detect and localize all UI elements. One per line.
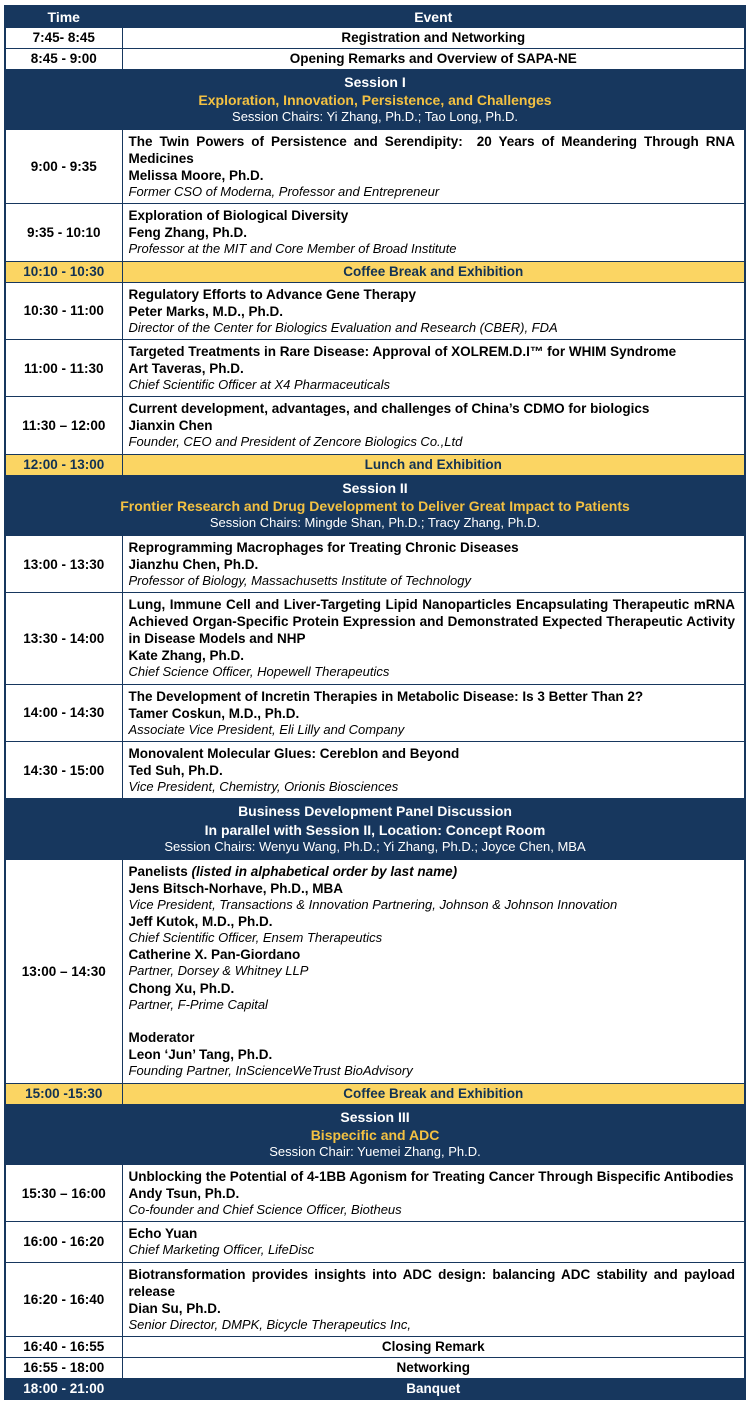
speaker-name: Ted Suh, Ph.D. <box>128 763 223 779</box>
row-simple-24 <box>5 1357 745 1378</box>
speaker-affiliation: Founding Partner, InScienceWeTrust BioAdvisory <box>128 1063 413 1079</box>
session-header-line: Bispecific and ADC <box>310 1126 440 1143</box>
talk-title: The Twin Powers of Persistence and Serendipity: 20 Years of Meandering Through RNA Medicines <box>128 133 739 166</box>
section-header-cell <box>5 69 745 129</box>
session-header-line: Session III <box>340 1108 410 1125</box>
time-cell: 10:30 - 11:00 <box>5 282 122 339</box>
event-cell <box>122 684 745 741</box>
row-talk-5 <box>5 204 745 261</box>
speaker-name: Kate Zhang, Ph.D. <box>128 648 245 664</box>
row-section-16 <box>5 799 745 859</box>
row-simple-23 <box>5 1336 745 1357</box>
row-section-19 <box>5 1104 745 1164</box>
section-header-cell <box>5 1104 745 1164</box>
speaker-name: Peter Marks, M.D., Ph.D. <box>128 303 284 319</box>
time-cell: 11:30 – 12:00 <box>5 397 122 454</box>
row-section-3 <box>5 69 745 129</box>
row-banquet-25 <box>5 1378 745 1399</box>
time-cell: 13:30 - 14:00 <box>5 593 122 684</box>
time-cell: 9:35 - 10:10 <box>5 204 122 261</box>
speaker-affiliation: Partner, Dorsey & Whitney LLP <box>128 963 309 979</box>
time-cell: 15:00 -15:30 <box>5 1083 122 1104</box>
session-header-line: Business Development Panel Discussion <box>238 803 512 820</box>
session-header-line: In parallel with Session II, Location: Concept Room <box>204 821 546 838</box>
event-cell: Registration and Networking <box>122 27 745 48</box>
speaker-name: Chong Xu, Ph.D. <box>128 980 235 996</box>
speaker-name: Jianxin Chen <box>128 418 213 434</box>
speaker-affiliation: Chief Marketing Officer, LifeDisc <box>128 1242 315 1258</box>
speaker-affiliation: Former CSO of Moderna, Professor and Entrepreneur <box>128 183 440 199</box>
time-cell: 8:45 - 9:00 <box>5 48 122 69</box>
schedule-body <box>5 6 745 1399</box>
event-cell: Closing Remark <box>122 1336 745 1357</box>
talk-title: Unblocking the Potential of 4-1BB Agonism for Treating Cancer Through Bispecific Antibodies <box>128 1168 734 1184</box>
speaker-affiliation: Professor at the MIT and Core Member of Broad Institute <box>128 241 457 257</box>
speaker-affiliation: Vice President, Transactions & Innovation Partnering, Johnson & Johnson Innovation <box>128 896 618 912</box>
talk-title: Exploration of Biological Diversity <box>128 208 349 224</box>
row-talk-21 <box>5 1222 745 1262</box>
session-header-line: Frontier Research and Drug Development to Deliver Great Impact to Patients <box>120 497 630 514</box>
panelists-heading <box>129 863 736 880</box>
session-header-line: Session I <box>344 73 406 90</box>
speaker-affiliation: Senior Director, DMPK, Bicycle Therapeutics Inc, <box>128 1316 411 1332</box>
row-talk-22 <box>5 1262 745 1336</box>
row-talk-20 <box>5 1164 745 1221</box>
speaker-affiliation: Co-founder and Chief Science Officer, Biotheus <box>128 1201 402 1217</box>
talk-title: Biotransformation provides insights into ADC design: balancing ADC stability and payload release <box>128 1266 739 1299</box>
speaker-affiliation: Founder, CEO and President of Zencore Biologics Co.,Ltd <box>128 434 463 450</box>
talk-title: Regulatory Efforts to Advance Gene Therapy <box>128 286 417 302</box>
speaker-name: Catherine X. Pan-Giordano <box>128 947 301 963</box>
row-talk-13 <box>5 593 745 684</box>
talk-title: Monovalent Molecular Glues: Cereblon and Beyond <box>128 746 460 762</box>
row-simple-1 <box>5 27 745 48</box>
event-cell <box>122 1262 745 1336</box>
event-cell <box>122 1222 745 1262</box>
speaker-name: Jens Bitsch-Norhave, Ph.D., MBA <box>128 880 344 896</box>
event-cell: Coffee Break and Exhibition <box>122 261 745 282</box>
time-cell: 18:00 - 21:00 <box>5 1378 122 1399</box>
time-cell: 14:00 - 14:30 <box>5 684 122 741</box>
time-cell: 13:00 – 14:30 <box>5 859 122 1083</box>
row-talk-15 <box>5 742 745 799</box>
event-cell: Coffee Break and Exhibition <box>122 1083 745 1104</box>
row-section-11 <box>5 475 745 535</box>
row-simple-2 <box>5 48 745 69</box>
time-cell: 16:55 - 18:00 <box>5 1357 122 1378</box>
session-header-line: Exploration, Innovation, Persistence, and Challenges <box>198 91 552 108</box>
session-header-line: Session II <box>342 479 408 496</box>
speaker-name: Echo Yuan <box>128 1226 198 1242</box>
event-cell <box>122 129 745 203</box>
event-cell <box>122 339 745 396</box>
event-cell <box>122 593 745 684</box>
row-break-10 <box>5 454 745 475</box>
time-cell: 7:45- 8:45 <box>5 27 122 48</box>
time-cell: 16:40 - 16:55 <box>5 1336 122 1357</box>
event-cell: Opening Remarks and Overview of SAPA-NE <box>122 48 745 69</box>
time-cell: 16:20 - 16:40 <box>5 1262 122 1336</box>
row-talk-7 <box>5 282 745 339</box>
event-cell: Lunch and Exhibition <box>122 454 745 475</box>
speaker-affiliation: Chief Scientific Officer, Ensem Therapeutics <box>128 930 383 946</box>
panelists-heading-part: Panelists <box>128 863 192 879</box>
event-cell <box>122 535 745 592</box>
talk-title: Current development, advantages, and challenges of China’s CDMO for biologics <box>128 401 650 417</box>
row-break-18 <box>5 1083 745 1104</box>
event-cell: Networking <box>122 1357 745 1378</box>
speaker-affiliation: Partner, F-Prime Capital <box>128 996 268 1012</box>
speaker-name: Art Taveras, Ph.D. <box>128 360 244 376</box>
time-cell: 10:10 - 10:30 <box>5 261 122 282</box>
row-talk-4 <box>5 129 745 203</box>
section-header-cell <box>5 475 745 535</box>
speaker-name: Feng Zhang, Ph.D. <box>128 225 247 241</box>
speaker-affiliation: Professor of Biology, Massachusetts Institute of Technology <box>128 572 472 588</box>
speaker-name: Leon ‘Jun’ Tang, Ph.D. <box>128 1047 273 1063</box>
time-cell: Time <box>5 6 122 27</box>
row-talk-8 <box>5 339 745 396</box>
row-talk-12 <box>5 535 745 592</box>
session-chairs: Session Chairs: Mingde Shan, Ph.D.; Tracy Zhang, Ph.D. <box>209 515 541 531</box>
talk-title: Reprogramming Macrophages for Treating Chronic Diseases <box>128 539 519 555</box>
time-cell: 9:00 - 9:35 <box>5 129 122 203</box>
event-cell <box>122 282 745 339</box>
speaker-affiliation: Chief Scientific Officer at X4 Pharmaceuticals <box>128 376 391 392</box>
row-talk-17 <box>5 859 745 1083</box>
speaker-affiliation: Director of the Center for Biologics Evaluation and Research (CBER), FDA <box>128 319 558 335</box>
row-break-6 <box>5 261 745 282</box>
speaker-name: Melissa Moore, Ph.D. <box>128 167 264 183</box>
event-cell <box>122 397 745 454</box>
row-talk-9 <box>5 397 745 454</box>
speaker-affiliation: Vice President, Chemistry, Orionis Biosciences <box>128 779 399 795</box>
session-chairs: Session Chair: Yuemei Zhang, Ph.D. <box>269 1143 481 1159</box>
spacer-line <box>129 1013 736 1029</box>
speaker-name: Jeff Kutok, M.D., Ph.D. <box>128 914 273 930</box>
section-header-cell <box>5 799 745 859</box>
session-chairs: Session Chairs: Wenyu Wang, Ph.D.; Yi Zhang, Ph.D.; Joyce Chen, MBA <box>164 838 586 854</box>
time-cell: 14:30 - 15:00 <box>5 742 122 799</box>
session-chairs: Session Chairs: Yi Zhang, Ph.D.; Tao Long, Ph.D. <box>232 108 518 124</box>
event-cell: Banquet <box>122 1378 745 1399</box>
event-cell: Event <box>122 6 745 27</box>
time-cell: 15:30 – 16:00 <box>5 1164 122 1221</box>
speaker-name: Tamer Coskun, M.D., Ph.D. <box>128 705 300 721</box>
event-cell <box>122 859 745 1083</box>
talk-title: The Development of Incretin Therapies in Metabolic Disease: Is 3 Better Than 2? <box>128 688 644 704</box>
talk-title: Targeted Treatments in Rare Disease: Approval of XOLREM.D.I™ for WHIM Syndrome <box>128 343 677 359</box>
speaker-affiliation: Chief Science Officer, Hopewell Therapeutics <box>128 664 390 680</box>
time-cell: 11:00 - 11:30 <box>5 339 122 396</box>
row-talk-14 <box>5 684 745 741</box>
event-cell <box>122 1164 745 1221</box>
talk-title: Lung, Immune Cell and Liver-Targeting Lipid Nanoparticles Encapsulating Therapeutic mRNA Achieved Organ-Specific Protein Expression and Demonstrated Expected Therapeutic Activity in Disease Models and NHP <box>128 597 739 647</box>
time-cell: 13:00 - 13:30 <box>5 535 122 592</box>
event-cell <box>122 742 745 799</box>
panelists-heading-part: (listed in alphabetical order by last name) <box>191 863 458 879</box>
agenda-table <box>4 5 746 1400</box>
speaker-affiliation: Associate Vice President, Eli Lilly and Company <box>128 721 405 737</box>
speaker-name: Moderator <box>128 1030 195 1046</box>
event-cell <box>122 204 745 261</box>
speaker-name: Andy Tsun, Ph.D. <box>128 1185 240 1201</box>
speaker-name: Dian Su, Ph.D. <box>128 1300 221 1316</box>
time-cell: 16:00 - 16:20 <box>5 1222 122 1262</box>
speaker-name: Jianzhu Chen, Ph.D. <box>128 556 259 572</box>
row-header-0 <box>5 6 745 27</box>
time-cell: 12:00 - 13:00 <box>5 454 122 475</box>
